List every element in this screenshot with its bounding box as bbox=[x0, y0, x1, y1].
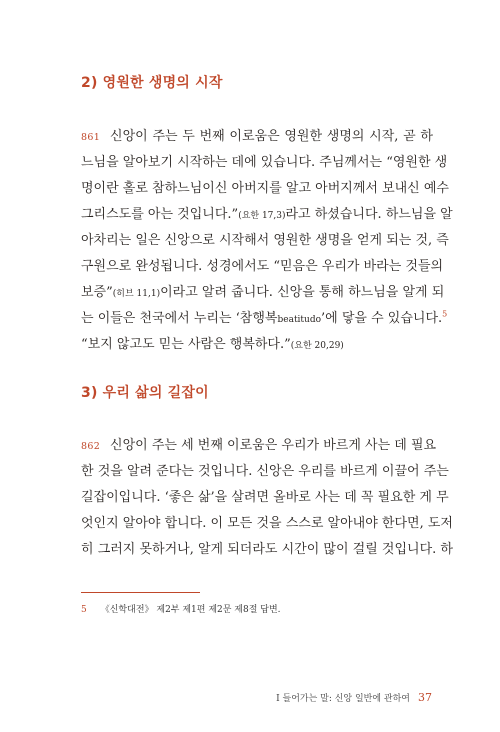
section-heading-life-guide: 3) 우리 삶의 길잡이 bbox=[81, 385, 209, 401]
running-head: I 들어가는 말: 신앙 일반에 관하여 bbox=[276, 694, 410, 704]
text-line bbox=[81, 306, 448, 332]
footnote-text: 《신학대전》 제2부 제1편 제2문 제8절 답변. bbox=[100, 605, 281, 615]
text-segment: “보지 않고도 믿는 사람은 행복하다.” bbox=[81, 337, 291, 352]
page-number: 37 bbox=[418, 691, 432, 704]
text-segment: ’에 닿을 수 있습니다. bbox=[321, 311, 443, 326]
footnote bbox=[81, 602, 281, 615]
text-line bbox=[81, 202, 453, 228]
text-line bbox=[81, 280, 445, 306]
text-line: 길잡이입니다. ‘좋은 삶’을 살려면 올바로 사는 데 꼭 필요한 게 무 bbox=[81, 490, 449, 505]
latin-term: beatitudo bbox=[277, 315, 322, 325]
text-line: 느님을 알아보기 시작하는 데에 있습니다. 주님께서는 “영원한 생 bbox=[81, 155, 448, 170]
text-segment: 신앙이 주는 두 번째 이로움은 영원한 생명의 시작, 곧 하 bbox=[110, 129, 433, 144]
text-segment: 라고 하셨습니다. 하느님을 알 bbox=[285, 207, 453, 222]
text-segment: 신앙이 주는 세 번째 이로움은 우리가 바르게 사는 데 필요 bbox=[110, 438, 437, 453]
paragraph-number: 862 bbox=[81, 441, 101, 452]
footnote-reference: 5 bbox=[442, 309, 448, 319]
paragraph-862 bbox=[81, 433, 453, 563]
bible-citation: (히브 11,1) bbox=[112, 289, 161, 299]
text-line: 엇인지 알아야 합니다. 이 모든 것을 스스로 알아내야 한다면, 도저 bbox=[81, 516, 453, 531]
footnote-divider bbox=[81, 592, 200, 593]
text-line: 명이란 홀로 참하느님이신 아버지를 알고 아버지께서 보내신 예수 bbox=[81, 181, 449, 196]
text-segment: 보증” bbox=[81, 285, 113, 300]
text-line bbox=[81, 433, 437, 459]
page-footer bbox=[276, 691, 432, 704]
text-line bbox=[81, 124, 433, 150]
text-line: 아차리는 일은 신앙으로 시작해서 영원한 생명을 얻게 되는 것, 즉 bbox=[81, 233, 449, 248]
text-segment: 그리스도를 아는 것입니다.” bbox=[81, 207, 239, 222]
text-segment: 는 이들은 천국에서 누리는 ‘참행복 bbox=[81, 311, 278, 326]
text-segment: 이라고 알려 줍니다. 신앙을 통해 하느님을 알게 되 bbox=[160, 285, 445, 300]
section-heading-eternal-life: 2) 영원한 생명의 시작 bbox=[81, 75, 223, 91]
bible-citation: (요한 17,3) bbox=[238, 211, 286, 221]
text-line: 구원으로 완성됩니다. 성경에서도 “믿음은 우리가 바라는 것들의 bbox=[81, 259, 444, 274]
footnote-mark: 5 bbox=[81, 605, 87, 615]
text-line bbox=[81, 332, 433, 358]
text-line: 히 그러지 못하거나, 알게 되더라도 시간이 많이 걸릴 것입니다. 하 bbox=[81, 542, 453, 557]
paragraph-861 bbox=[81, 124, 453, 358]
paragraph-number: 861 bbox=[81, 132, 101, 143]
text-line: 한 것을 알려 준다는 것입니다. 신앙은 우리를 바르게 이끌어 주는 bbox=[81, 464, 449, 479]
bible-citation: (요한 20,29) bbox=[290, 341, 344, 351]
